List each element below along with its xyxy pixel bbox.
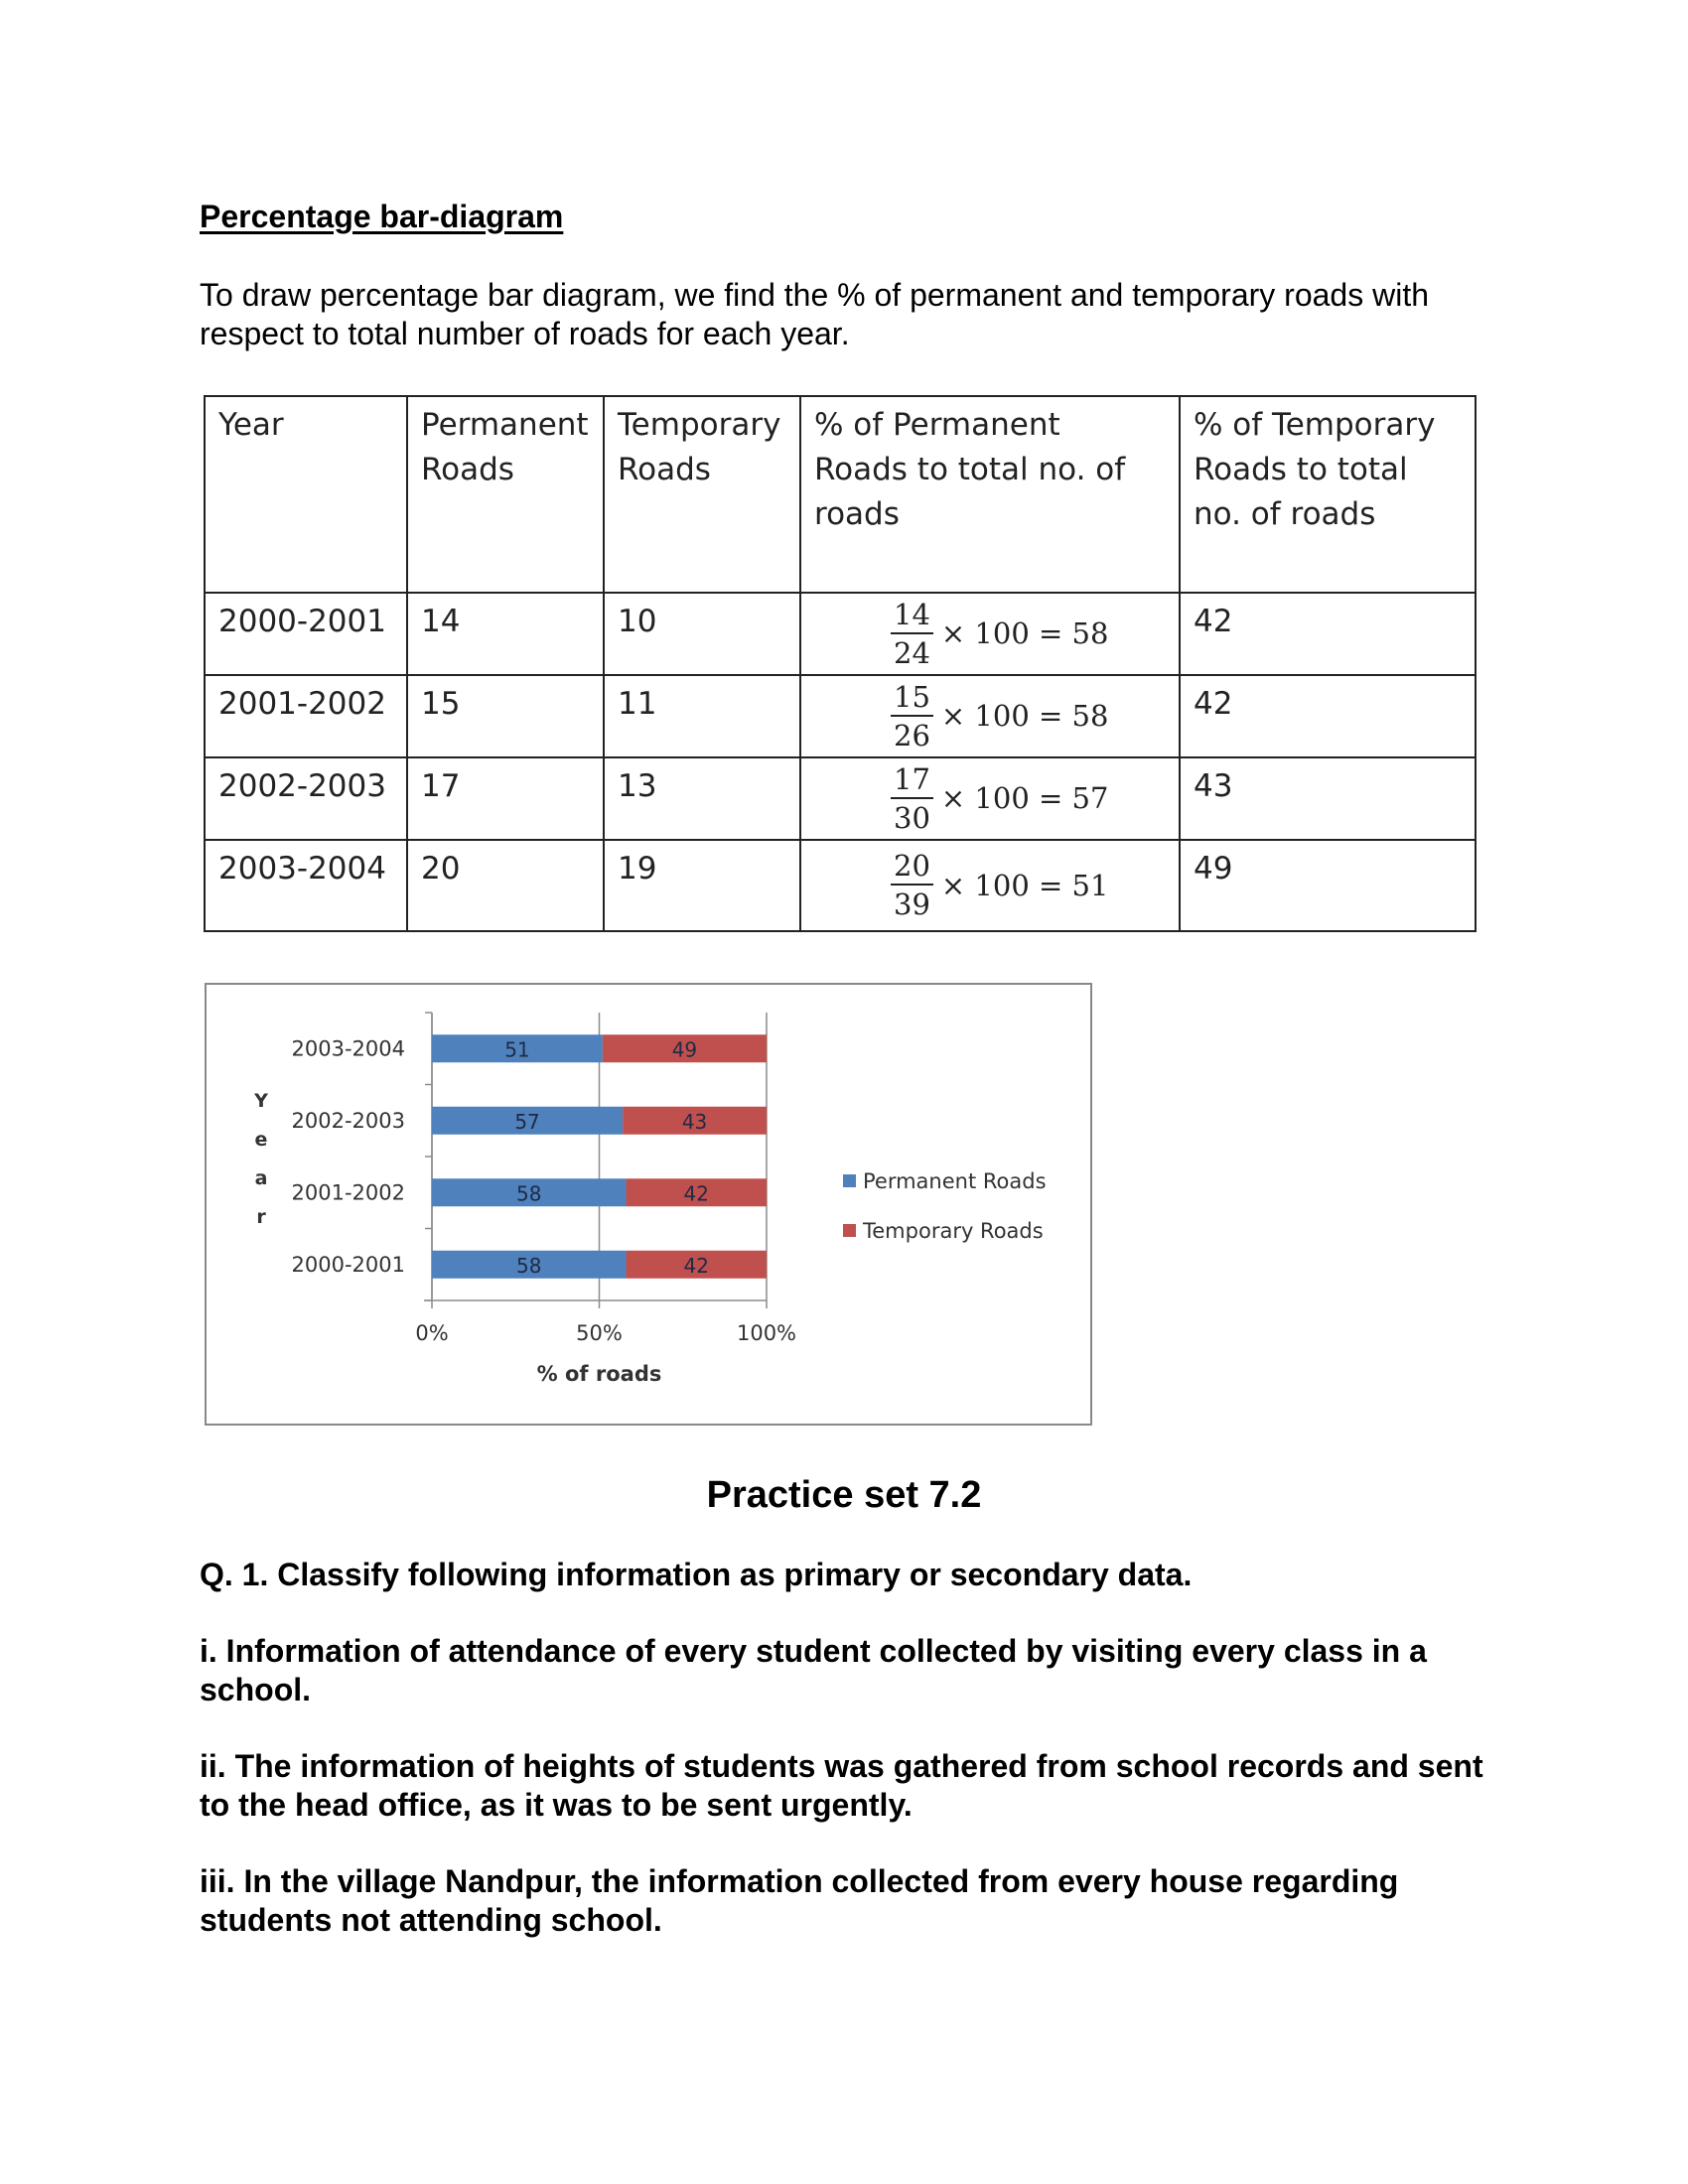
fraction	[891, 848, 933, 923]
formula-result: × 100 = 58	[940, 699, 1109, 733]
roads-table	[204, 395, 1477, 932]
table-row	[205, 675, 1476, 757]
cell-permanent: 17	[407, 757, 604, 840]
table-row	[205, 593, 1476, 675]
fraction-numerator: 17	[891, 761, 933, 799]
cell-year: 2003-2004	[205, 840, 407, 931]
data-label: 42	[683, 1253, 709, 1278]
fraction	[891, 761, 933, 837]
header-temporary-roads: Temporary Roads	[604, 396, 800, 593]
fraction	[891, 679, 933, 754]
data-label: 49	[671, 1037, 698, 1062]
percentage-bar-chart	[205, 983, 1092, 1426]
cell-permanent-percent	[800, 593, 1180, 675]
cell-temporary-percent: 42	[1180, 675, 1476, 757]
data-label: 51	[504, 1037, 530, 1062]
practice-set-title: Practice set 7.2	[706, 1474, 982, 1516]
data-label: 42	[683, 1181, 709, 1206]
data-label: 43	[681, 1109, 708, 1134]
y-axis-label-letter: a	[254, 1167, 268, 1189]
y-tick-label: 2001-2002	[291, 1180, 405, 1205]
question-part-iii: iii. In the village Nandpur, the information collected from every house regarding students not attending school.	[200, 1863, 1399, 1938]
header-percent-permanent: % of Permanent Roads to total no. of roads	[800, 396, 1180, 593]
formula-result: × 100 = 58	[940, 616, 1109, 650]
fraction-denominator: 39	[894, 887, 930, 921]
cell-permanent: 14	[407, 593, 604, 675]
cell-year: 2000-2001	[205, 593, 407, 675]
legend-swatch	[843, 1224, 856, 1237]
fraction-denominator: 24	[894, 635, 930, 670]
table-row	[205, 840, 1476, 931]
x-tick-label: 50%	[576, 1321, 623, 1345]
chart-svg	[207, 985, 1090, 1424]
header-percent-temporary: % of Temporary Roads to total no. of roads	[1180, 396, 1476, 593]
header-year: Year	[205, 396, 407, 593]
y-tick-label: 2002-2003	[291, 1108, 405, 1133]
table-header-row	[205, 396, 1476, 593]
legend-label: Permanent Roads	[863, 1169, 1047, 1193]
cell-year: 2002-2003	[205, 757, 407, 840]
cell-temporary-percent: 42	[1180, 593, 1476, 675]
data-label: 58	[516, 1253, 542, 1278]
fraction-numerator: 14	[891, 597, 933, 634]
fraction-denominator: 26	[894, 718, 930, 752]
cell-permanent-percent	[800, 757, 1180, 840]
cell-temporary-percent: 43	[1180, 757, 1476, 840]
intro-paragraph: To draw percentage bar diagram, we find the % of permanent and temporary roads with respect to total number of roads for each year.	[200, 277, 1429, 351]
data-label: 58	[516, 1181, 542, 1206]
fraction	[891, 597, 933, 672]
cell-permanent-percent	[800, 675, 1180, 757]
cell-permanent-percent	[800, 840, 1180, 931]
cell-temporary: 19	[604, 840, 800, 931]
legend-label: Temporary Roads	[863, 1219, 1044, 1243]
y-axis-label-letter: Y	[254, 1090, 268, 1112]
section-heading: Percentage bar-diagram	[200, 199, 564, 234]
y-axis-label-letter: r	[256, 1206, 266, 1228]
y-axis-label-letter: e	[254, 1129, 268, 1151]
fraction-numerator: 20	[891, 848, 933, 886]
y-tick-label: 2000-2001	[291, 1252, 405, 1277]
question-part-i: i. Information of attendance of every student collected by visiting every class in a school.	[200, 1633, 1427, 1707]
cell-temporary: 13	[604, 757, 800, 840]
cell-permanent: 20	[407, 840, 604, 931]
fraction-numerator: 15	[891, 679, 933, 717]
x-axis-label: % of roads	[536, 1362, 662, 1386]
cell-temporary: 10	[604, 593, 800, 675]
question-part-ii: ii. The information of heights of students was gathered from school records and sent to the head office, as it was to be sent urgently.	[200, 1748, 1483, 1823]
cell-permanent: 15	[407, 675, 604, 757]
x-tick-label: 100%	[736, 1321, 797, 1345]
cell-temporary: 11	[604, 675, 800, 757]
data-label: 57	[514, 1109, 540, 1134]
y-tick-label: 2003-2004	[291, 1036, 405, 1061]
formula-result: × 100 = 51	[940, 868, 1109, 902]
question-1: Q. 1. Classify following information as primary or secondary data.	[200, 1557, 1193, 1592]
legend-swatch	[843, 1174, 856, 1187]
table-row	[205, 757, 1476, 840]
header-permanent-roads: Permanent Roads	[407, 396, 604, 593]
formula-result: × 100 = 57	[940, 781, 1109, 815]
fraction-denominator: 30	[894, 800, 930, 835]
cell-year: 2001-2002	[205, 675, 407, 757]
x-tick-label: 0%	[415, 1321, 449, 1345]
cell-temporary-percent: 49	[1180, 840, 1476, 931]
